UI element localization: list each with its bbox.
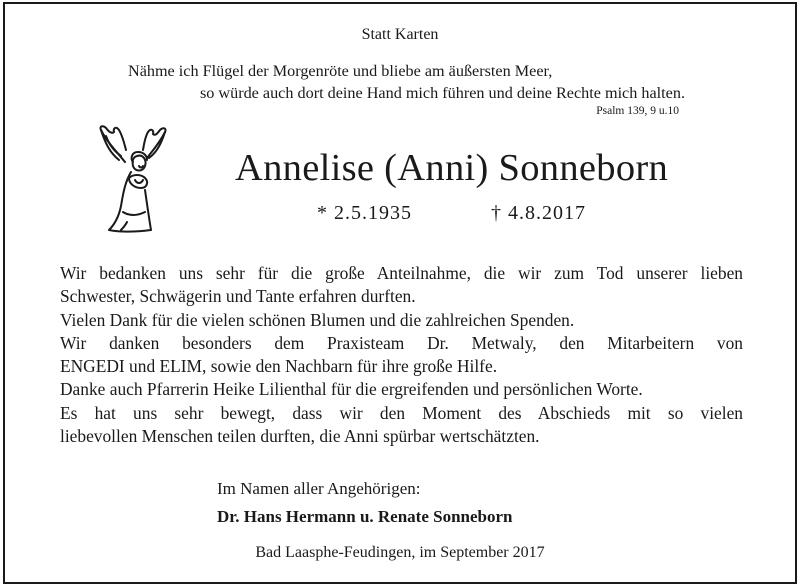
closing-intro: Im Namen aller Angehörigen: <box>217 479 421 498</box>
message-line: Wir danken besonders dem Praxisteam Dr. Metwaly, den Mitarbeitern von <box>60 332 743 353</box>
message-body <box>60 262 743 448</box>
death-date: † 4.8.2017 <box>491 202 586 224</box>
deceased-name: Annelise (Anni) Sonneborn <box>235 147 669 189</box>
message-line: Schwester, Schwägerin und Tante erfahren durften. <box>60 286 416 307</box>
signers: Dr. Hans Hermann u. Renate Sonneborn <box>217 507 513 526</box>
message-line: ENGEDI und ELIM, sowie den Nachbarn für ihre große Hilfe. <box>60 356 498 377</box>
verse-line-1: Nähme ich Flügel der Morgenröte und bliebe am äußersten Meer, <box>128 62 553 80</box>
birth-date: * 2.5.1935 <box>317 202 412 224</box>
message-line: Wir bedanken uns sehr für die große Anteilnahme, die wir zum Tod unserer lieben <box>60 263 743 283</box>
angel-icon <box>95 122 171 236</box>
message-line: Vielen Dank für die vielen schönen Blumen und die zahlreichen Spenden. <box>60 309 575 330</box>
obituary-card <box>3 2 797 584</box>
message-line: liebevollen Menschen teilen durften, die Anni spürbar wertschätzten. <box>60 426 540 447</box>
message-line: Es hat uns sehr bewegt, dass wir den Moment des Abschieds mit so vielen <box>60 402 743 423</box>
bible-verse <box>125 60 685 104</box>
verse-source: Psalm 139, 9 u.10 <box>596 105 679 117</box>
place-and-date: Bad Laasphe-Feudingen, im September 2017 <box>255 544 545 561</box>
statt-karten-heading: Statt Karten <box>361 26 439 43</box>
verse-line-2: so würde auch dort deine Hand mich führen und deine Rechte mich halten. <box>199 84 685 102</box>
message-line: Danke auch Pfarrerin Heike Lilienthal für die ergreifenden und persönlichen Worte. <box>60 379 643 400</box>
